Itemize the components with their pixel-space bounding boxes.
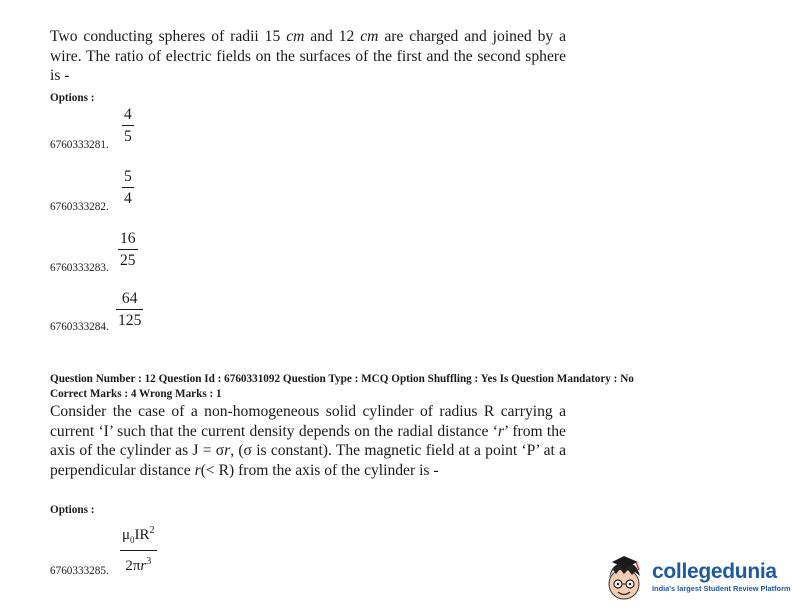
fraction-bar (122, 125, 134, 126)
option-id: 6760333283. (50, 262, 109, 274)
denominator: 125 (118, 312, 142, 329)
numerator: 64 (121, 290, 138, 307)
fraction-bar (116, 309, 143, 310)
denominator: 5 (124, 128, 132, 145)
collegedunia-wordmark (652, 560, 791, 593)
logo-tagline: India's largest Student Review Platform (652, 584, 791, 593)
mascot-icon (609, 556, 640, 599)
option-id: 6760333285. (50, 565, 109, 577)
fraction-bar (120, 550, 157, 551)
fraction-bar (118, 249, 138, 250)
numerator: 4 (124, 106, 132, 123)
options-label: Options : (50, 504, 95, 516)
option-id: 6760333281. (50, 139, 109, 151)
question-12-meta: Question Number : 12 Question Id : 6760331092 Question Type : MCQ Option Shuffling : Yes Is Question Mandatory : No (50, 373, 634, 385)
numerator: 5 (124, 168, 132, 185)
numerator: $\mu_0IR^2$ (122, 525, 155, 545)
denominator: 25 (120, 252, 136, 269)
option-fraction (118, 230, 138, 270)
logo-name: collegedunia (652, 560, 777, 583)
fraction-bar (122, 187, 134, 188)
options-label: Options : (50, 92, 95, 104)
option-fraction (122, 168, 134, 208)
numerator: 16 (120, 230, 136, 247)
option-fraction (116, 290, 143, 330)
question-12-marks: Correct Marks : 4 Wrong Marks : 1 (50, 388, 222, 400)
option-id: 6760333284. (50, 321, 109, 333)
option-fraction (122, 106, 134, 146)
denominator: 4 (124, 190, 132, 207)
option-fraction (120, 522, 157, 575)
question-12-text: Consider the case of a non-homogeneous solid cylinder of radius R carrying a current ‘I’ such that the current density depends on the radial distance ‘r’ from the axis of the cylinder as J = σr, (σ is constant). The magnetic field at a point ‘P’ at a perpendicular distance r(< R) from the axis of the cylinder is - (50, 403, 566, 480)
denominator: $2\pi r^3$ (125, 556, 152, 574)
question-11-text: Two conducting spheres of radii 15 cm and 12 cm are charged and joined by a wire. The ratio of electric fields on the surfaces of the first and the second sphere is - (50, 28, 567, 85)
option-id: 6760333282. (50, 201, 109, 213)
